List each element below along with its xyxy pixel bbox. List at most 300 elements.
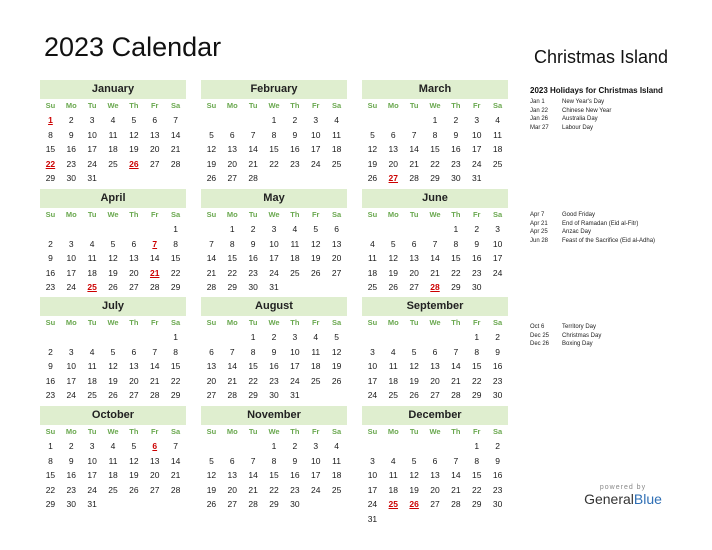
day-cell: 2 xyxy=(495,332,500,342)
day-cell: 4 xyxy=(334,441,339,451)
day-cell: 5 xyxy=(110,238,116,249)
day-cell: 19 xyxy=(409,484,419,495)
day-cell: 20 xyxy=(388,158,399,169)
day-cell: 28 xyxy=(206,282,217,292)
day-cell: 15 xyxy=(45,470,56,480)
day-cell: 11 xyxy=(290,238,300,249)
day-cell: 15 xyxy=(430,144,440,154)
day-cell: 5 xyxy=(390,238,396,249)
day-cell: 6 xyxy=(131,238,137,249)
week-row xyxy=(362,330,508,345)
day-cell: 12 xyxy=(129,455,139,466)
holiday-item xyxy=(530,220,700,229)
day-cell: 8 xyxy=(432,129,438,140)
day-cell xyxy=(305,171,326,186)
day-cell: 17 xyxy=(310,470,321,480)
weekday-header xyxy=(40,99,186,113)
weekday-label: Mo xyxy=(226,101,238,110)
month-name: October xyxy=(40,406,186,425)
week-row xyxy=(362,512,508,527)
day-cell: 3 xyxy=(68,238,74,249)
day-cell: 14 xyxy=(451,470,461,480)
day-cell: 13 xyxy=(409,253,419,263)
day-cell: 24 xyxy=(310,484,321,495)
weekday-label: We xyxy=(107,318,119,327)
day-cell xyxy=(383,330,404,345)
holiday-name: Territory Day xyxy=(562,324,597,330)
day-cell: 14 xyxy=(451,361,461,371)
day-cell: 7 xyxy=(250,129,256,140)
holiday-date: Dec 26 xyxy=(530,341,550,347)
day-cell: 21 xyxy=(430,267,440,278)
day-cell: 9 xyxy=(68,129,74,140)
week-row xyxy=(40,157,186,172)
holiday-item xyxy=(530,323,700,332)
day-cell: 10 xyxy=(310,129,321,140)
day-cell xyxy=(284,171,305,186)
day-cell: 2 xyxy=(48,238,53,249)
weekday-label: Tu xyxy=(87,210,97,219)
day-cell: 4 xyxy=(89,346,95,357)
weekday-label: Tu xyxy=(87,101,97,110)
week-row xyxy=(362,171,508,186)
week-row xyxy=(362,222,508,237)
day-cell: 3 xyxy=(495,224,500,234)
day-cell: 2 xyxy=(68,441,74,451)
day-cell: 26 xyxy=(108,390,118,400)
day-cell: 11 xyxy=(311,346,321,357)
holiday-item xyxy=(530,340,700,349)
day-cell: 11 xyxy=(332,129,341,140)
day-cell: 20 xyxy=(430,375,440,386)
day-cell xyxy=(305,497,326,512)
day-cell: 15 xyxy=(269,144,279,154)
day-cell: 23 xyxy=(269,375,279,386)
day-cell: 26 xyxy=(388,282,399,292)
day-cell: 10 xyxy=(87,129,97,140)
day-cell: 15 xyxy=(170,253,181,263)
week-row xyxy=(201,128,347,143)
day-cell: 12 xyxy=(409,470,419,480)
day-cell: 9 xyxy=(453,129,459,140)
weekday-label: Tu xyxy=(409,318,419,327)
day-cell: 16 xyxy=(492,470,503,480)
day-cell: 29 xyxy=(248,390,258,400)
weekday-label: We xyxy=(429,210,441,219)
day-cell: 11 xyxy=(493,129,502,140)
day-cell: 18 xyxy=(87,267,97,278)
day-cell: 22 xyxy=(248,375,258,386)
day-cell: 31 xyxy=(290,390,300,400)
weekday-label: Fr xyxy=(472,427,481,436)
day-cell: 19 xyxy=(206,484,217,495)
day-cell: 28 xyxy=(149,282,160,292)
day-cell xyxy=(61,222,82,237)
day-cell: 8 xyxy=(453,238,459,249)
day-cell: 3 xyxy=(474,115,480,125)
day-cell: 4 xyxy=(292,224,298,234)
day-cell: 1 xyxy=(229,224,235,234)
day-cell: 13 xyxy=(129,253,139,263)
day-cell: 18 xyxy=(492,144,503,154)
weekday-label: We xyxy=(429,427,441,436)
weekday-label: Mo xyxy=(65,318,77,327)
week-row xyxy=(40,266,186,281)
month-december xyxy=(362,406,508,526)
day-cell: 19 xyxy=(367,158,378,169)
weekday-label: Th xyxy=(290,427,300,436)
day-cell: 19 xyxy=(129,144,139,154)
day-cell xyxy=(144,171,165,186)
month-july xyxy=(40,297,186,417)
day-cell xyxy=(243,113,264,128)
day-cell: 26 xyxy=(409,499,419,509)
day-cell: 1 xyxy=(271,115,277,125)
holiday-name: Feast of the Sacrifice (Eid al-Adha) xyxy=(562,237,656,244)
day-cell: 31 xyxy=(87,499,97,509)
weekday-label: Tu xyxy=(248,318,258,327)
day-cell: 3 xyxy=(313,115,319,125)
weekday-header xyxy=(362,99,508,113)
week-row xyxy=(362,157,508,172)
week-row xyxy=(201,222,347,237)
day-cell xyxy=(362,439,383,454)
weekday-label: We xyxy=(268,427,280,436)
day-cell: 14 xyxy=(170,455,181,466)
day-cell: 6 xyxy=(390,129,396,140)
day-cell: 29 xyxy=(45,499,56,509)
weekday-label: Th xyxy=(290,210,300,219)
week-row xyxy=(40,113,186,128)
weekday-label: Su xyxy=(206,210,217,219)
day-cell: 12 xyxy=(367,144,378,154)
day-cell: 22 xyxy=(45,158,56,169)
day-cell: 18 xyxy=(310,361,321,371)
week-row xyxy=(40,280,186,295)
day-cell: 7 xyxy=(453,455,459,466)
day-cell xyxy=(425,222,446,237)
weekday-label: Th xyxy=(451,210,461,219)
week-row xyxy=(201,468,347,483)
weekday-label: Th xyxy=(129,318,139,327)
day-cell: 25 xyxy=(87,390,97,400)
month-name: July xyxy=(40,297,186,316)
day-cell: 30 xyxy=(471,282,482,292)
day-cell: 13 xyxy=(388,144,399,154)
week-row xyxy=(201,266,347,281)
week-row xyxy=(201,280,347,295)
day-cell: 25 xyxy=(388,390,399,400)
week-row xyxy=(362,483,508,498)
powered-by-text: powered by xyxy=(599,484,647,491)
holiday-date: Apr 21 xyxy=(530,220,548,227)
brand-logo xyxy=(578,484,668,507)
weekday-header xyxy=(201,316,347,330)
day-cell: 19 xyxy=(409,375,419,386)
day-cell: 18 xyxy=(87,375,97,386)
day-cell: 12 xyxy=(310,238,321,249)
day-cell: 7 xyxy=(411,129,417,140)
day-cell: 3 xyxy=(68,346,74,357)
weekday-header xyxy=(40,316,186,330)
holiday-name: Boxing Day xyxy=(562,341,593,347)
weekday-label: Su xyxy=(367,210,378,219)
holiday-date: Dec 25 xyxy=(530,332,550,339)
weekday-label: Th xyxy=(129,101,139,110)
day-cell: 21 xyxy=(409,158,419,169)
day-cell: 11 xyxy=(87,253,97,263)
day-cell: 25 xyxy=(290,267,300,278)
day-cell: 9 xyxy=(292,455,298,466)
day-cell: 13 xyxy=(227,144,238,154)
day-cell: 30 xyxy=(492,499,503,509)
day-cell: 15 xyxy=(45,144,56,154)
day-cell: 19 xyxy=(108,267,118,278)
day-cell: 23 xyxy=(66,158,77,169)
day-cell: 2 xyxy=(292,115,298,125)
weekday-label: Su xyxy=(45,318,56,327)
day-cell: 19 xyxy=(331,361,342,371)
week-row xyxy=(40,359,186,374)
week-row xyxy=(362,280,508,295)
day-cell: 12 xyxy=(108,253,118,263)
month-september xyxy=(362,297,508,403)
day-cell: 9 xyxy=(250,238,256,249)
day-cell: 28 xyxy=(451,390,461,400)
day-cell xyxy=(165,497,186,512)
weekday-label: Fr xyxy=(150,427,159,436)
day-cell: 3 xyxy=(89,441,95,451)
day-cell: 6 xyxy=(152,441,158,451)
day-cell: 29 xyxy=(227,282,238,292)
day-cell: 17 xyxy=(66,375,77,386)
day-cell: 11 xyxy=(332,455,341,466)
day-cell xyxy=(222,113,243,128)
day-cell: 7 xyxy=(173,441,178,451)
holiday-name: Chinese New Year xyxy=(562,107,612,114)
weekday-label: Mo xyxy=(226,427,238,436)
day-cell: 11 xyxy=(87,361,97,371)
weekday-header xyxy=(362,208,508,222)
day-cell xyxy=(264,171,285,186)
weekday-label: Su xyxy=(45,210,56,219)
week-row xyxy=(201,237,347,252)
day-cell: 25 xyxy=(492,158,503,169)
day-cell: 2 xyxy=(495,441,500,451)
day-cell xyxy=(425,330,446,345)
day-cell xyxy=(123,330,144,345)
week-row xyxy=(201,483,347,498)
day-cell: 24 xyxy=(290,375,300,386)
month-name: June xyxy=(362,189,508,208)
day-cell: 14 xyxy=(149,253,160,263)
day-cell: 8 xyxy=(48,455,53,466)
weekday-label: Sa xyxy=(331,210,342,219)
day-cell: 30 xyxy=(248,282,258,292)
day-cell: 15 xyxy=(471,361,482,371)
month-name: September xyxy=(362,297,508,316)
week-row xyxy=(362,388,508,403)
weekday-label: Tu xyxy=(248,101,258,110)
day-cell: 1 xyxy=(173,224,178,234)
week-row xyxy=(40,345,186,360)
brand-general: General xyxy=(584,491,634,507)
day-cell xyxy=(404,113,425,128)
day-cell: 29 xyxy=(451,282,461,292)
day-cell: 14 xyxy=(248,470,258,480)
holiday-item xyxy=(530,107,700,116)
day-cell xyxy=(305,388,326,403)
holiday-name: Christmas Day xyxy=(562,332,602,339)
day-cell: 19 xyxy=(206,158,217,169)
day-cell: 14 xyxy=(430,253,440,263)
weekday-label: Fr xyxy=(311,427,320,436)
day-cell: 28 xyxy=(248,173,258,183)
day-cell: 25 xyxy=(331,484,342,495)
day-cell xyxy=(165,171,186,186)
day-cell: 7 xyxy=(250,455,256,466)
week-row xyxy=(201,330,347,345)
week-row xyxy=(40,439,186,454)
weekday-header xyxy=(201,425,347,439)
day-cell: 17 xyxy=(492,253,503,263)
day-cell: 29 xyxy=(471,499,482,509)
brand-name xyxy=(578,491,668,507)
day-cell: 10 xyxy=(492,238,503,249)
weekday-label: Sa xyxy=(492,427,503,436)
day-cell: 27 xyxy=(149,158,160,169)
day-cell: 25 xyxy=(310,375,321,386)
day-cell: 14 xyxy=(206,253,217,263)
day-cell: 20 xyxy=(129,375,139,386)
day-cell: 23 xyxy=(45,282,56,292)
day-cell: 9 xyxy=(68,455,74,466)
day-cell: 24 xyxy=(66,282,77,292)
day-cell: 9 xyxy=(48,253,53,263)
day-cell: 28 xyxy=(170,484,181,495)
day-cell: 22 xyxy=(471,484,482,495)
day-cell: 11 xyxy=(388,361,398,371)
weekday-label: Th xyxy=(290,318,300,327)
week-row xyxy=(40,171,186,186)
day-cell: 8 xyxy=(474,455,480,466)
week-row xyxy=(201,374,347,389)
day-cell xyxy=(487,171,508,186)
day-cell xyxy=(123,171,144,186)
day-cell: 4 xyxy=(334,115,339,125)
day-cell xyxy=(103,222,124,237)
day-cell: 14 xyxy=(248,144,258,154)
day-cell: 5 xyxy=(110,346,116,357)
day-cell: 18 xyxy=(108,470,118,480)
day-cell: 15 xyxy=(170,361,181,371)
day-cell xyxy=(201,330,222,345)
day-cell: 24 xyxy=(367,390,378,400)
day-cell xyxy=(326,171,347,186)
day-cell: 28 xyxy=(409,173,419,183)
weekday-label: We xyxy=(107,210,119,219)
day-cell: 4 xyxy=(89,238,95,249)
week-row xyxy=(40,251,186,266)
day-cell: 10 xyxy=(66,253,77,263)
day-cell xyxy=(222,330,243,345)
day-cell: 22 xyxy=(170,375,181,386)
holiday-item xyxy=(530,237,700,246)
day-cell: 28 xyxy=(430,282,440,292)
page-title: 2023 Calendar xyxy=(44,32,222,62)
weekday-label: Su xyxy=(206,427,217,436)
day-cell: 29 xyxy=(170,390,181,400)
day-cell xyxy=(284,280,305,295)
day-cell: 16 xyxy=(492,361,503,371)
day-cell: 31 xyxy=(471,173,482,183)
day-cell xyxy=(326,388,347,403)
day-cell: 6 xyxy=(229,129,235,140)
day-cell: 23 xyxy=(492,484,503,495)
day-cell: 28 xyxy=(248,499,258,509)
day-cell: 20 xyxy=(430,484,440,495)
day-cell xyxy=(383,439,404,454)
holiday-date: Jun 28 xyxy=(530,237,549,244)
day-cell: 22 xyxy=(269,484,279,495)
day-cell: 10 xyxy=(290,346,300,357)
week-row xyxy=(201,388,347,403)
day-cell: 26 xyxy=(310,267,321,278)
week-row xyxy=(201,251,347,266)
day-cell: 23 xyxy=(451,158,461,169)
weekday-label: Fr xyxy=(311,101,320,110)
day-cell: 24 xyxy=(310,158,321,169)
weekday-label: Fr xyxy=(472,210,481,219)
day-cell xyxy=(103,330,124,345)
holiday-name: Australia Day xyxy=(562,116,598,122)
day-cell xyxy=(404,330,425,345)
month-name: December xyxy=(362,406,508,425)
week-row xyxy=(40,142,186,157)
day-cell: 22 xyxy=(170,267,181,278)
day-cell: 23 xyxy=(66,484,77,495)
weekday-label: Fr xyxy=(472,318,481,327)
month-name: April xyxy=(40,189,186,208)
day-cell: 24 xyxy=(66,390,77,400)
day-cell: 17 xyxy=(471,144,482,154)
day-cell: 10 xyxy=(471,129,482,140)
day-cell xyxy=(362,113,383,128)
weekday-label: Mo xyxy=(226,318,238,327)
day-cell: 19 xyxy=(129,470,139,480)
day-cell: 23 xyxy=(45,390,56,400)
day-cell: 22 xyxy=(45,484,56,495)
weekday-label: Sa xyxy=(170,427,181,436)
day-cell: 28 xyxy=(227,390,238,400)
day-cell: 21 xyxy=(170,470,181,480)
day-cell: 25 xyxy=(108,484,118,495)
weekday-label: Fr xyxy=(311,210,320,219)
day-cell: 27 xyxy=(331,267,342,278)
holiday-date: Apr 25 xyxy=(530,229,548,235)
weekday-label: We xyxy=(268,210,280,219)
day-cell: 11 xyxy=(108,455,118,466)
weekday-header xyxy=(201,208,347,222)
day-cell: 8 xyxy=(48,129,53,140)
day-cell: 8 xyxy=(173,238,178,249)
day-cell: 7 xyxy=(432,238,438,249)
day-cell: 20 xyxy=(227,158,238,169)
day-cell xyxy=(383,512,404,527)
day-cell: 3 xyxy=(370,346,375,357)
day-cell: 16 xyxy=(66,144,77,154)
day-cell: 27 xyxy=(227,173,238,183)
